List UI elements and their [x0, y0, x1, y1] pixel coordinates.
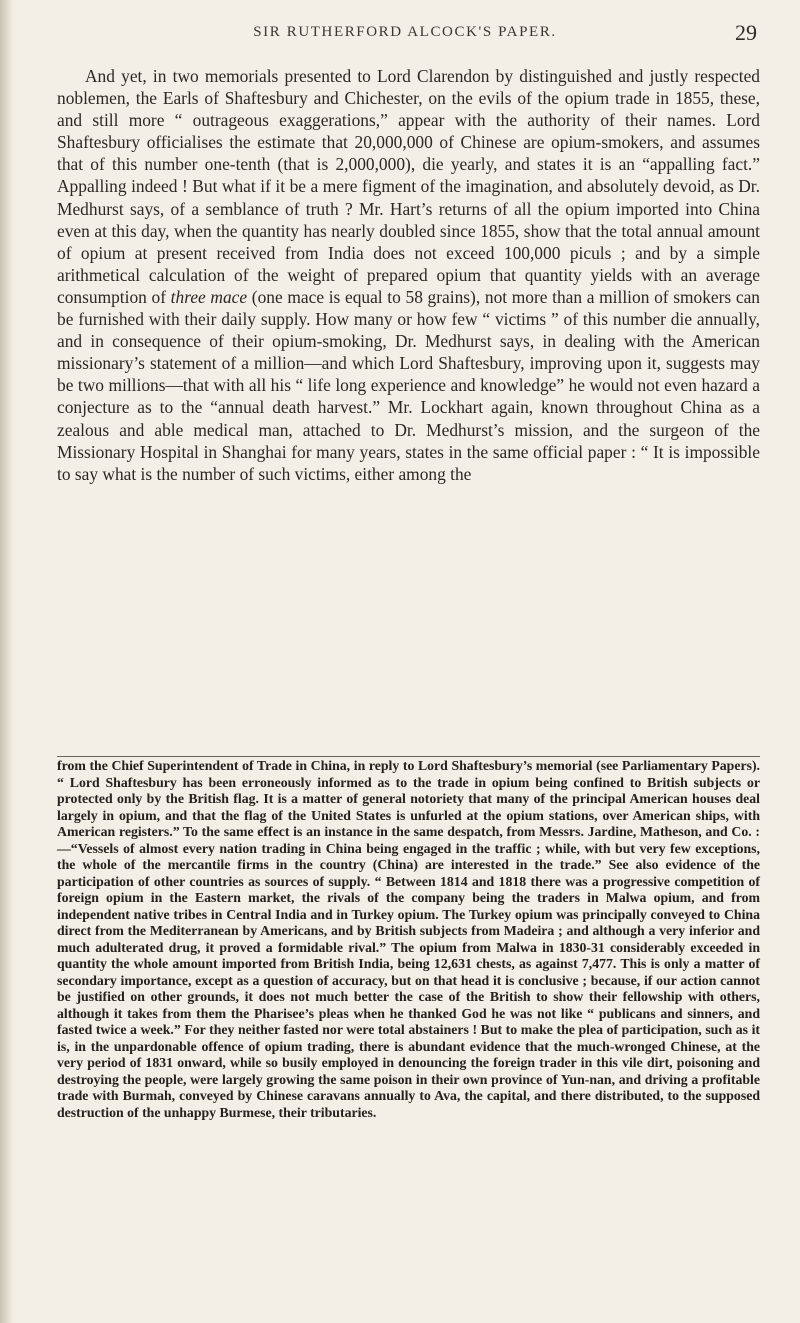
main-text-part-2: (one mace is equal to 58 grains), not more than a million of smokers can be furnished with their daily supply. How many or how few “ victims ” of this number die annually, and in consequence of their opium-smoking, Dr. Medhurst says, in dealing with the American missionary’s statement of a million—and which Lord Shaftesbury, improving upon it, suggests may be two millions—that with all his “ life long experience and knowledge” he would not even hazard a conjecture as to the “annual death harvest.” Mr. Lockhart again, known throughout China as a zealous and able medical man, attached to Dr. Medhurst’s mission, and the surgeon of the Missionary Hospital in Shanghai for many years, states in the same official paper : “ It is impossible to say what is the number of such victims, either among the	[57, 286, 760, 484]
running-title: SIR RUTHERFORD ALCOCK'S PAPER.	[253, 24, 557, 40]
italic-phrase: three mace	[170, 286, 248, 307]
footnote-divider	[57, 756, 760, 757]
running-head	[0, 20, 800, 52]
binding-shadow	[0, 0, 14, 1323]
main-text-part-1: And yet, in two memorials presented to Lord Clarendon by distinguished and justly respected noblemen, the Earls of Shaftesbury and Chichester, on the evils of the opium trade in 1855, these, and still more “ outrageous exaggerations,” appear with the authority of their names. Lord Shaftesbury officialises the estimate that 20,000,000 of Chinese are opium-smokers, and assumes that of this number one-tenth (that is 2,000,000), die yearly, and states it is an “appalling fact.” Appalling indeed ! But what if it be a mere figment of the imagination, and absolutely devoid, as Dr. Medhurst says, of a semblance of truth ? Mr. Hart’s returns of all the opium imported into China even at this day, when the quantity has nearly doubled since 1855, show that the total annual amount of opium at present received from India does not exceed 100,000 piculs ; and by a simple arithmetical calculation of the weight of prepared opium that quantity yields with an average consumption of	[57, 66, 760, 307]
footnote: from the Chief Superintendent of Trade in China, in reply to Lord Shaftesbury’s memorial (see Parliamentary Papers). “ Lord Shaftesbury has been erroneously informed as to the trade in opium being confined to British subjects or protected only by the British flag. It is a matter of general notoriety that many of the principal American houses deal largely in opium, and that the flag of the United States is unfurled at the opium stations, over American ships, with American registers.” To the same effect is an instance in the same despatch, from Messrs. Jardine, Matheson, and Co. :—“Vessels of almost every nation trading in China being engaged in the traffic ; while, with but very few exceptions, the whole of the mercantile firms in the country (China) are interested in the trade.” See also evidence of the participation of other countries as sources of supply. “ Between 1814 and 1818 there was a progressive competition of foreign opium in the Eastern market, the rivals of the company being the traders in Malwa opium, and from independent native tribes in Central India and in Turkey opium. The Turkey opium was principally conveyed to China direct from the Mediterranean by Americans, and by British subjects from Madeira ; and although a very inferior and much adulterated drug, it proved a formidable rival.” The opium from Malwa in 1830-31 considerably exceeded in quantity the whole amount imported from British India, being 12,631 chests, as against 7,477. This is only a matter of secondary importance, except as a question of accuracy, but on that head it is conclusive ; because, if our action cannot be justified on other grounds, it does not much better the case of the British to show their fellowship with others, although it takes from them the Pharisee’s pleas when he thanked God he was not like “ publicans and sinners, and fasted twice a week.” For they neither fasted nor were total abstainers ! But to make the plea of participation, such as it is, in the unpardonable offence of opium trading, there is abundant evidence that the much-wronged Chinese, at the very period of 1831 onward, while so busily employed in denouncing the foreign trader in this vile dirt, poisoning and destroying the people, were largely growing the same poison in their own province of Yun-nan, and driving a profitable trade with Burmah, conveyed by Chinese caravans annually to Ava, the capital, and there distributed, to the supposed destruction of the unhappy Burmese, their tributaries.	[57, 758, 760, 1120]
main-paragraph	[57, 65, 760, 485]
page-number: 29	[735, 20, 757, 45]
